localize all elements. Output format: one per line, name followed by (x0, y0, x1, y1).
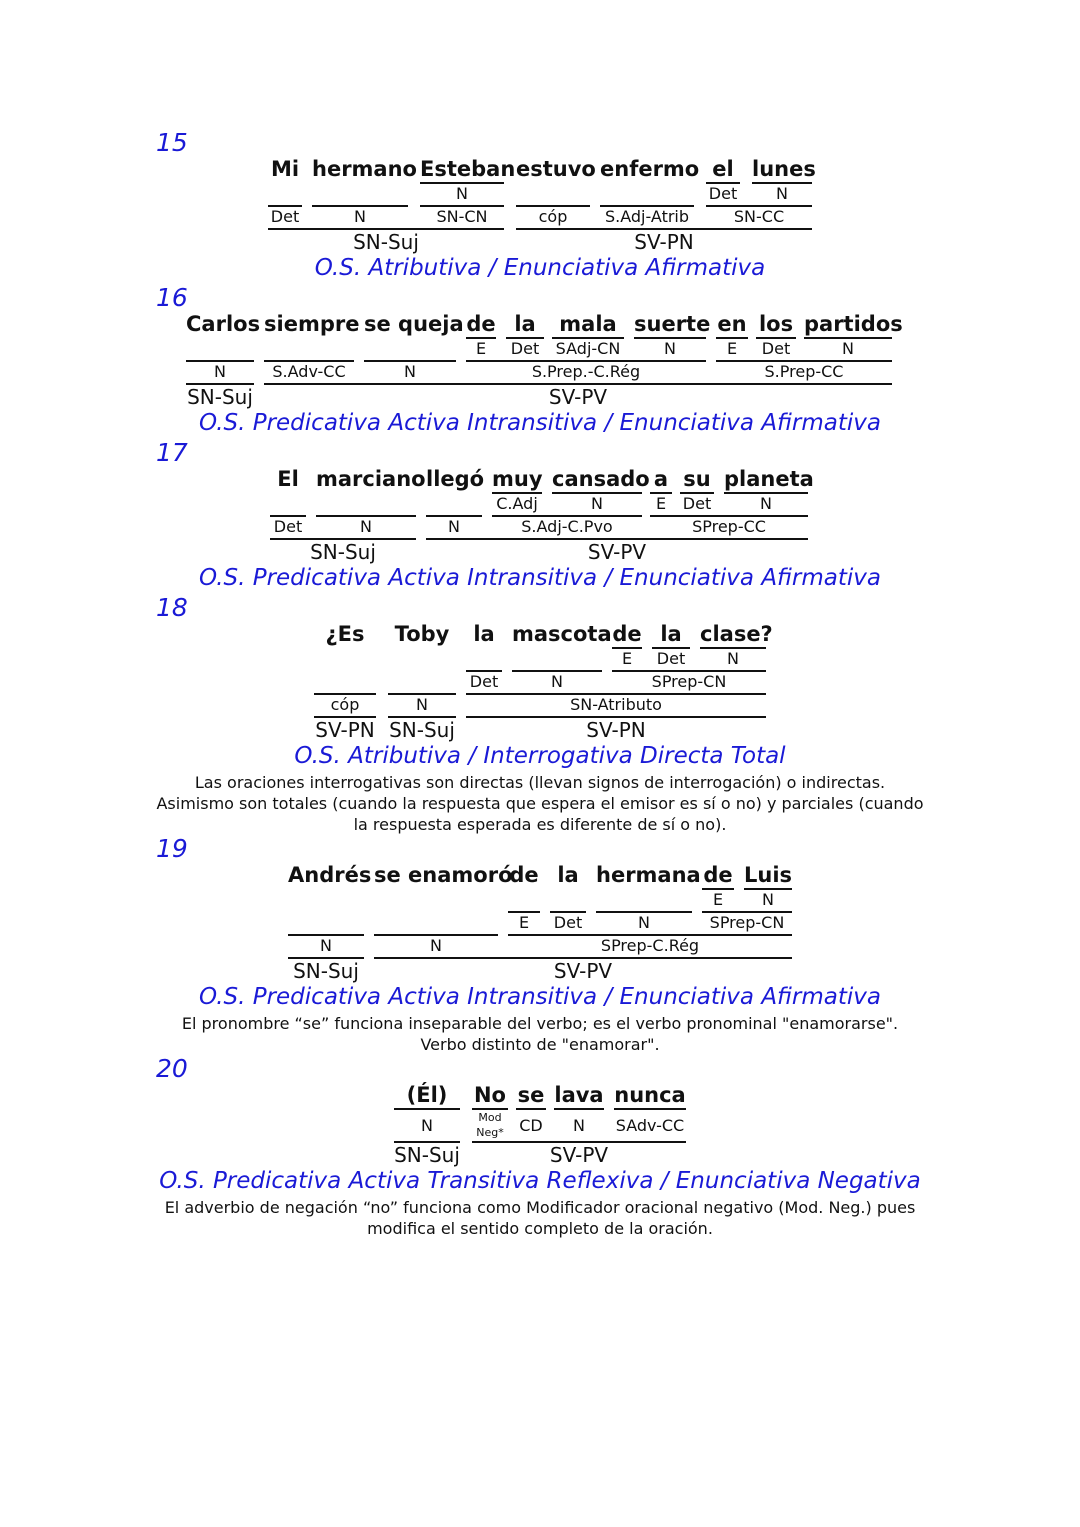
label: N (762, 890, 774, 909)
word: partidos (804, 312, 903, 336)
word: hermana (596, 863, 701, 887)
word: No (473, 1083, 506, 1107)
function-label: SV-PN (634, 230, 694, 254)
function-label: SN-Suj (293, 959, 359, 983)
function-label: SV-PV (549, 1143, 609, 1167)
function-label: SV-PV (587, 540, 647, 564)
word: Mi (270, 157, 300, 181)
word: la (514, 312, 536, 336)
label: SPrep-CN (709, 913, 785, 932)
label: Det (553, 913, 583, 932)
label: cóp (330, 695, 360, 714)
label: S.Adv-CC (272, 362, 346, 381)
word: Andrés (288, 863, 372, 887)
label: N (573, 1116, 585, 1135)
label: N (404, 362, 416, 381)
word: de (703, 863, 733, 887)
function-label: SN-Suj (353, 230, 419, 254)
classification: O.S. Atributiva / Enunciativa Afirmativa (314, 255, 766, 281)
label: Det (270, 207, 300, 226)
word: de (509, 863, 539, 887)
label: S.Prep-CC (764, 362, 844, 381)
label: N (421, 1116, 433, 1135)
label: N (320, 936, 332, 955)
label: N (456, 184, 468, 203)
note-line: Asimismo son totales (cuando la respuesta que espera el emisor es sí o no) y parciales (cuando (156, 794, 924, 813)
classification: O.S. Predicativa Activa Intransitiva / Enunciativa Afirmativa (199, 984, 881, 1010)
line (554, 1108, 604, 1110)
label: Det (761, 339, 791, 358)
line (516, 1108, 546, 1110)
classification: O.S. Predicativa Activa Transitiva Reflexiva / Enunciativa Negativa (159, 1168, 921, 1194)
word: ¿Es (325, 622, 365, 646)
label: cóp (538, 207, 568, 226)
word: cansado (552, 467, 650, 491)
label: E (655, 494, 667, 513)
label: Det (708, 184, 738, 203)
label: N (727, 649, 739, 668)
word: la (557, 863, 579, 887)
note-line: Verbo distinto de "enamorar". (420, 1035, 660, 1054)
word: Carlos (186, 312, 261, 336)
word: el (712, 157, 734, 181)
note-line: El adverbio de negación “no” funciona como Modificador oracional negativo (Mod. Neg.) pues (164, 1198, 916, 1217)
label: N (638, 913, 650, 932)
label: SPrep-CN (651, 672, 727, 691)
word: suerte (634, 312, 711, 336)
line (394, 1108, 460, 1110)
word: mala (559, 312, 617, 336)
label: SPrep-C.Rég (600, 936, 700, 955)
note-line: Las oraciones interrogativas son directas (llevan signos de interrogación) o indirectas. (194, 773, 886, 792)
word: en (717, 312, 747, 336)
line (614, 1108, 686, 1110)
label: Det (682, 494, 712, 513)
classification: O.S. Predicativa Activa Intransitiva / Enunciativa Afirmativa (199, 565, 881, 591)
word: marciano (316, 467, 426, 491)
label: Neg* (476, 1126, 504, 1139)
word: muy (492, 467, 543, 491)
classification: O.S. Atributiva / Interrogativa Directa Total (294, 743, 786, 769)
label: SPrep-CC (692, 517, 766, 536)
function-label: SN-Suj (310, 540, 376, 564)
note-line: la respuesta esperada es diferente de sí o no). (353, 815, 727, 834)
word: mascota (512, 622, 612, 646)
label: N (354, 207, 366, 226)
classification: O.S. Predicativa Activa Intransitiva / Enunciativa Afirmativa (199, 410, 881, 436)
word: Toby (394, 622, 450, 646)
label: Mod (478, 1111, 502, 1124)
word: Esteban (420, 157, 516, 181)
function-label: SN-Suj (389, 718, 455, 742)
label: E (621, 649, 633, 668)
word: se queja (364, 312, 464, 336)
label: S.Adj-C.Pvo (521, 517, 613, 536)
sentence-number-17: 17 (156, 438, 188, 467)
label: E (475, 339, 487, 358)
label: S.Prep.-C.Rég (531, 362, 641, 381)
function-label: SV-PN (586, 718, 646, 742)
function-label: SV-PV (548, 385, 608, 409)
label: E (518, 913, 530, 932)
word: nunca (614, 1083, 686, 1107)
word: (Él) (406, 1083, 448, 1107)
label: C.Adj (496, 494, 538, 513)
function-label: SV-PN (315, 718, 375, 742)
label: E (726, 339, 738, 358)
label: Det (273, 517, 303, 536)
word: El (277, 467, 299, 491)
function-label: SN-Suj (394, 1143, 460, 1167)
word: llegó (426, 467, 485, 491)
label: SAdv-CC (615, 1116, 685, 1135)
label: N (760, 494, 772, 513)
word: a (653, 467, 669, 491)
label: N (664, 339, 676, 358)
word: clase? (700, 622, 773, 646)
label: S.Adj-Atrib (604, 207, 690, 226)
label: N (591, 494, 603, 513)
label: Det (510, 339, 540, 358)
label: SN-CN (436, 207, 488, 226)
word: de (466, 312, 496, 336)
label: E (712, 890, 724, 909)
word: su (683, 467, 711, 491)
label: N (430, 936, 442, 955)
word: los (758, 312, 794, 336)
sentence-number-18: 18 (156, 593, 188, 622)
sentence-number-19: 19 (156, 834, 188, 863)
label: Det (469, 672, 499, 691)
function-label: SV-PV (553, 959, 613, 983)
note-line: modifica el sentido completo de la oración. (367, 1219, 713, 1238)
sentence-number-20: 20 (156, 1054, 188, 1083)
note-line: El pronombre “se” funciona inseparable del verbo; es el verbo pronominal "enamorarse". (181, 1014, 899, 1033)
word: siempre (264, 312, 360, 336)
label: SAdj-CN (555, 339, 621, 358)
label: N (360, 517, 372, 536)
word: lava (554, 1083, 604, 1107)
label: Det (656, 649, 686, 668)
sentence-number-16: 16 (156, 283, 188, 312)
label: N (416, 695, 428, 714)
label: SN-CC (733, 207, 785, 226)
label: N (551, 672, 563, 691)
label: CD (519, 1116, 543, 1135)
sentence-number-15: 15 (156, 128, 188, 157)
word: enfermo (600, 157, 700, 181)
word: planeta (724, 467, 814, 491)
label: N (448, 517, 460, 536)
function-label: SN-Suj (187, 385, 253, 409)
word: la (660, 622, 682, 646)
line (472, 1108, 508, 1110)
word: la (473, 622, 495, 646)
word: estuvo (516, 157, 596, 181)
label: N (776, 184, 788, 203)
label: N (842, 339, 854, 358)
label: N (214, 362, 226, 381)
label: SN-Atributo (570, 695, 662, 714)
word: Luis (744, 863, 793, 887)
word: lunes (752, 157, 816, 181)
word: se enamoró (374, 863, 513, 887)
word: hermano (312, 157, 417, 181)
word: se (517, 1083, 545, 1107)
word: de (612, 622, 642, 646)
